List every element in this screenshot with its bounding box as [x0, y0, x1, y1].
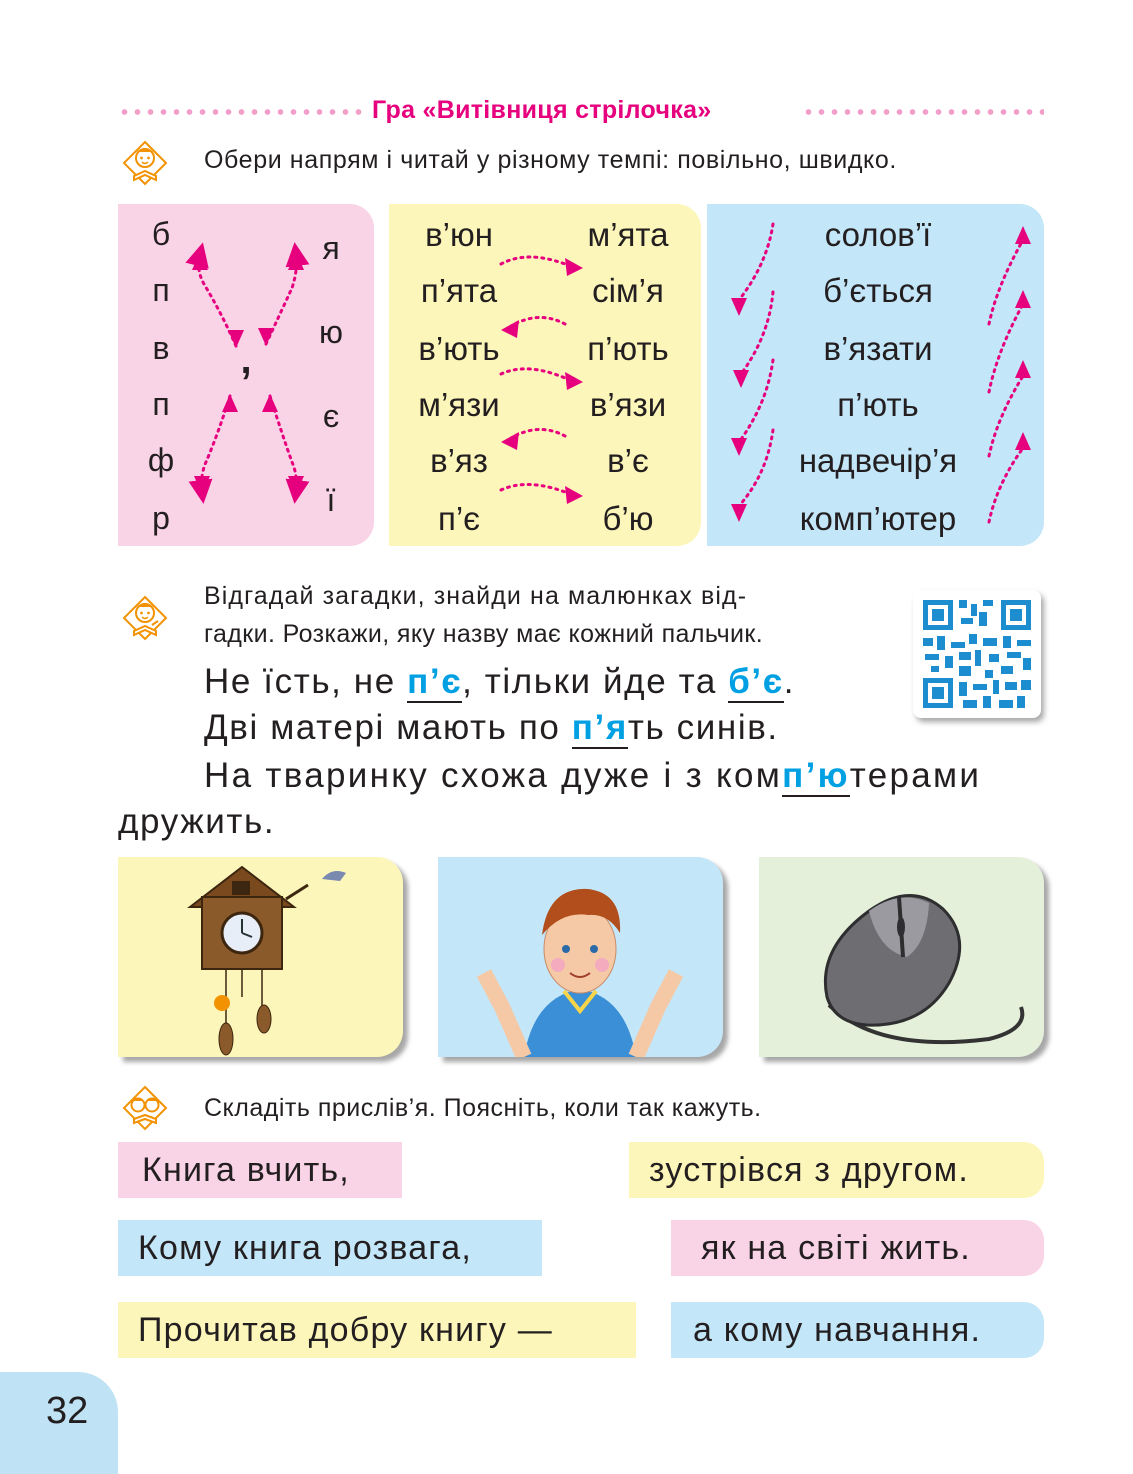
right-letter: є	[322, 398, 340, 434]
boy-card	[438, 857, 723, 1057]
riddle-1-text-c: , тільки йде та	[462, 662, 729, 701]
riddle-1-text-a: Не їсть, не	[204, 662, 408, 701]
pair-right-word: сім’я	[592, 272, 664, 309]
pair-left-word: в’яз	[430, 442, 488, 479]
riddle-1-blank-2: б’є	[728, 662, 784, 701]
center-comma: ,	[240, 338, 252, 382]
riddle-2-text-a: Дві матері мають по	[204, 708, 572, 747]
riddle-2-blank: п’я	[571, 708, 628, 747]
riddle-1-text-d: .	[783, 662, 796, 701]
title-dots-left	[118, 109, 366, 115]
proverb-start-2[interactable]: Кому книга розвага,	[118, 1220, 542, 1276]
right-letter: ї	[326, 482, 336, 518]
riddle-2	[204, 708, 779, 749]
reading-boy-icon	[122, 140, 168, 186]
column-word: солов’ї	[824, 216, 932, 253]
proverb-start-1[interactable]: Книга вчить,	[118, 1142, 402, 1198]
left-letter: р	[152, 500, 170, 536]
thinking-boy-icon	[122, 595, 168, 641]
instruction-reading: Обери напрям і читай у різному темпі: повільно, швидко.	[204, 146, 897, 174]
riddle-3-blank: п’ю	[782, 756, 850, 795]
column-arrows	[707, 204, 1044, 546]
right-letter: ю	[319, 314, 343, 350]
column-word: п’ють	[837, 386, 919, 423]
pair-right-word: п’ють	[587, 330, 669, 367]
proverb-end-3[interactable]: а кому навчання.	[671, 1302, 1044, 1358]
two-boys-reading-icon	[122, 1085, 168, 1131]
cuckoo-clock-icon	[118, 857, 403, 1057]
boy-icon	[438, 857, 723, 1057]
qr-code[interactable]	[913, 590, 1041, 718]
pair-right-word: б’ю	[602, 500, 654, 537]
computer-mouse-card	[759, 857, 1044, 1057]
riddle-1-blank-1: п’є	[407, 662, 463, 701]
pair-right-word: в’є	[607, 442, 649, 479]
title-dots-right	[802, 109, 1044, 115]
column-word: в’язати	[823, 330, 933, 367]
pair-left-word: п’є	[437, 500, 481, 537]
pair-left-word: м’язи	[418, 386, 500, 423]
column-word: комп’ютер	[799, 500, 957, 537]
left-letter: п	[152, 386, 170, 422]
pair-left-word: в’юн	[425, 216, 493, 253]
game-title: Гра «Витівниця стрілочка»	[372, 96, 712, 124]
letters-arrows	[118, 204, 374, 546]
riddles-instruction-line1: Відгадай загадки, знайди на малюнках від-	[204, 582, 748, 610]
riddle-3	[204, 756, 981, 797]
left-letter: ф	[147, 442, 175, 478]
riddle-1	[204, 662, 795, 703]
pair-right-word: в’язи	[589, 386, 667, 423]
proverb-end-2[interactable]: як на світі жить.	[671, 1220, 1044, 1276]
page-number: 32	[46, 1390, 89, 1432]
riddle-3-text-a: На тваринку схожа дуже і з ком	[204, 756, 783, 795]
left-letter: п	[152, 272, 170, 308]
proverbs-instruction: Складіть прислів’я. Поясніть, коли так кажуть.	[204, 1094, 762, 1122]
pairs-arrows	[389, 204, 701, 546]
qr-code-pattern	[913, 590, 1041, 718]
column-word: б’ється	[823, 272, 933, 309]
pair-right-word: м’ята	[587, 216, 669, 253]
right-letter: я	[322, 230, 340, 266]
proverb-end-1[interactable]: зустрівся з другом.	[629, 1142, 1044, 1198]
column-word: надвечір’я	[798, 442, 958, 479]
cuckoo-clock-card	[118, 857, 403, 1057]
left-letter: в	[152, 330, 170, 366]
proverb-start-3[interactable]: Прочитав добру книгу —	[118, 1302, 636, 1358]
riddles-instruction-line2: гадки. Розкажи, яку назву має кожний пальчик.	[204, 620, 764, 648]
riddle-2-text-c: ть синів.	[627, 708, 779, 747]
left-letter: б	[151, 216, 171, 252]
computer-mouse-icon	[759, 857, 1044, 1057]
pair-left-word: в’ють	[418, 330, 500, 367]
pair-left-word: п’ята	[420, 272, 498, 309]
riddle-3-text-c: терами	[849, 756, 982, 795]
riddle-3-continuation: дружить.	[118, 802, 276, 841]
